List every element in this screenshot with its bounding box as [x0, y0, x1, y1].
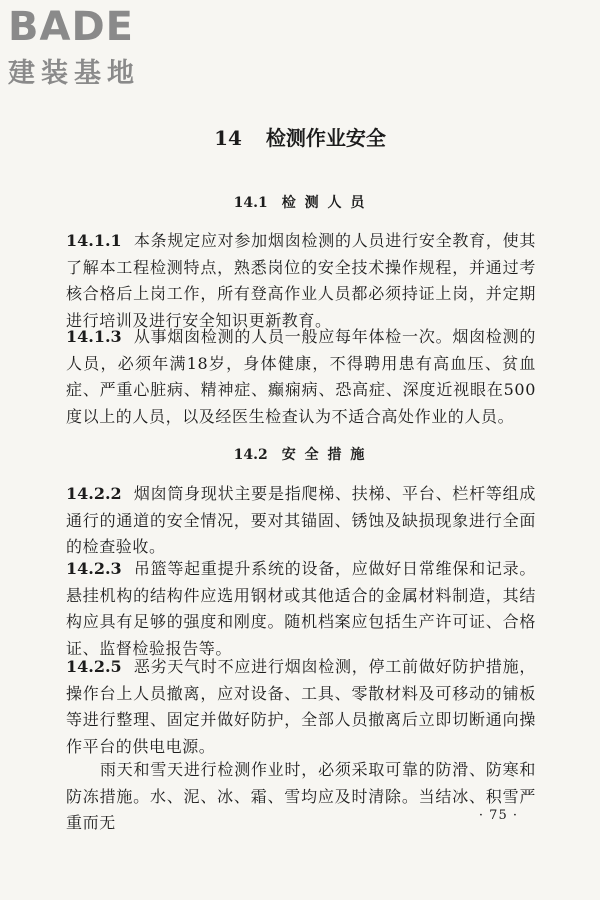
clause-text: 本条规定应对参加烟囱检测的人员进行安全教育，使其了解本工程检测特点，熟悉岗位的安全技术操作规程，并通过考核合格后上岗工作，所有登高作业人员都必须持证上岗，并定期进行培训及进行安全知识更新教育。: [66, 231, 536, 330]
clause-text: 烟囱筒身现状主要是指爬梯、扶梯、平台、栏杆等组成通行的通道的安全情况，要对其锚固、锈蚀及缺损现象进行全面的检查验收。: [66, 484, 536, 556]
clause-text: 吊篮等起重提升系统的设备，应做好日常维保和记录。悬挂机构的结构件应选用钢材或其他适合的金属材料制造，其结构应具有足够的强度和刚度。随机档案应包括生产许可证、合格证、监督检验报告等。: [66, 559, 536, 658]
clause-number: 14.1.3: [66, 327, 122, 346]
section-title: 安 全 措 施: [281, 447, 367, 463]
clause-text: 从事烟囱检测的人员一般应每年体检一次。烟囱检测的人员，必须年满18岁，身体健康，不得聘用患有高血压、贫血症、严重心脏病、精神症、癫痫病、恐高症、深度近视眼在500度以上的人员，以及经医生检查认为不适合高处作业的人员。: [66, 327, 536, 426]
chapter-heading: [0, 122, 600, 151]
clause-14-1-1: [66, 228, 536, 334]
logo-subtitle: 建装基地: [8, 58, 140, 89]
chapter-number: 14: [214, 126, 242, 150]
section-number: 14.1: [233, 195, 268, 211]
clause-14-2-5-continuation: 雨天和雪天进行检测作业时，必须采取可靠的防滑、防寒和防冻措施。水、泥、冰、霜、雪均应及时清除。当结冰、积雪严重而无: [66, 760, 536, 832]
watermark-logo: [8, 5, 140, 91]
section-heading-14-1: [0, 192, 600, 212]
clause-14-1-3: [66, 324, 536, 430]
clause-number: 14.2.3: [66, 559, 122, 578]
section-title: 检 测 人 员: [281, 195, 367, 211]
chapter-title: 检测作业安全: [265, 126, 386, 150]
clause-number: 14.1.1: [66, 231, 122, 250]
logo-wordmark: BADE: [8, 4, 134, 50]
clause-14-2-2: [66, 481, 536, 561]
clause-14-2-5: [66, 654, 536, 760]
section-number: 14.2: [233, 447, 268, 463]
section-heading-14-2: [0, 444, 600, 464]
clause-14-2-3: [66, 556, 536, 662]
page-number: · 75 ·: [478, 808, 518, 823]
clause-number: 14.2.5: [66, 657, 122, 676]
clause-text: 恶劣天气时不应进行烟囱检测，停工前做好防护措施，操作台上人员撤离，应对设备、工具、零散材料及可移动的铺板等进行整理、固定并做好防护，全部人员撤离后立即切断通向操作平台的供电电源。: [66, 657, 536, 756]
clause-number: 14.2.2: [66, 484, 122, 503]
